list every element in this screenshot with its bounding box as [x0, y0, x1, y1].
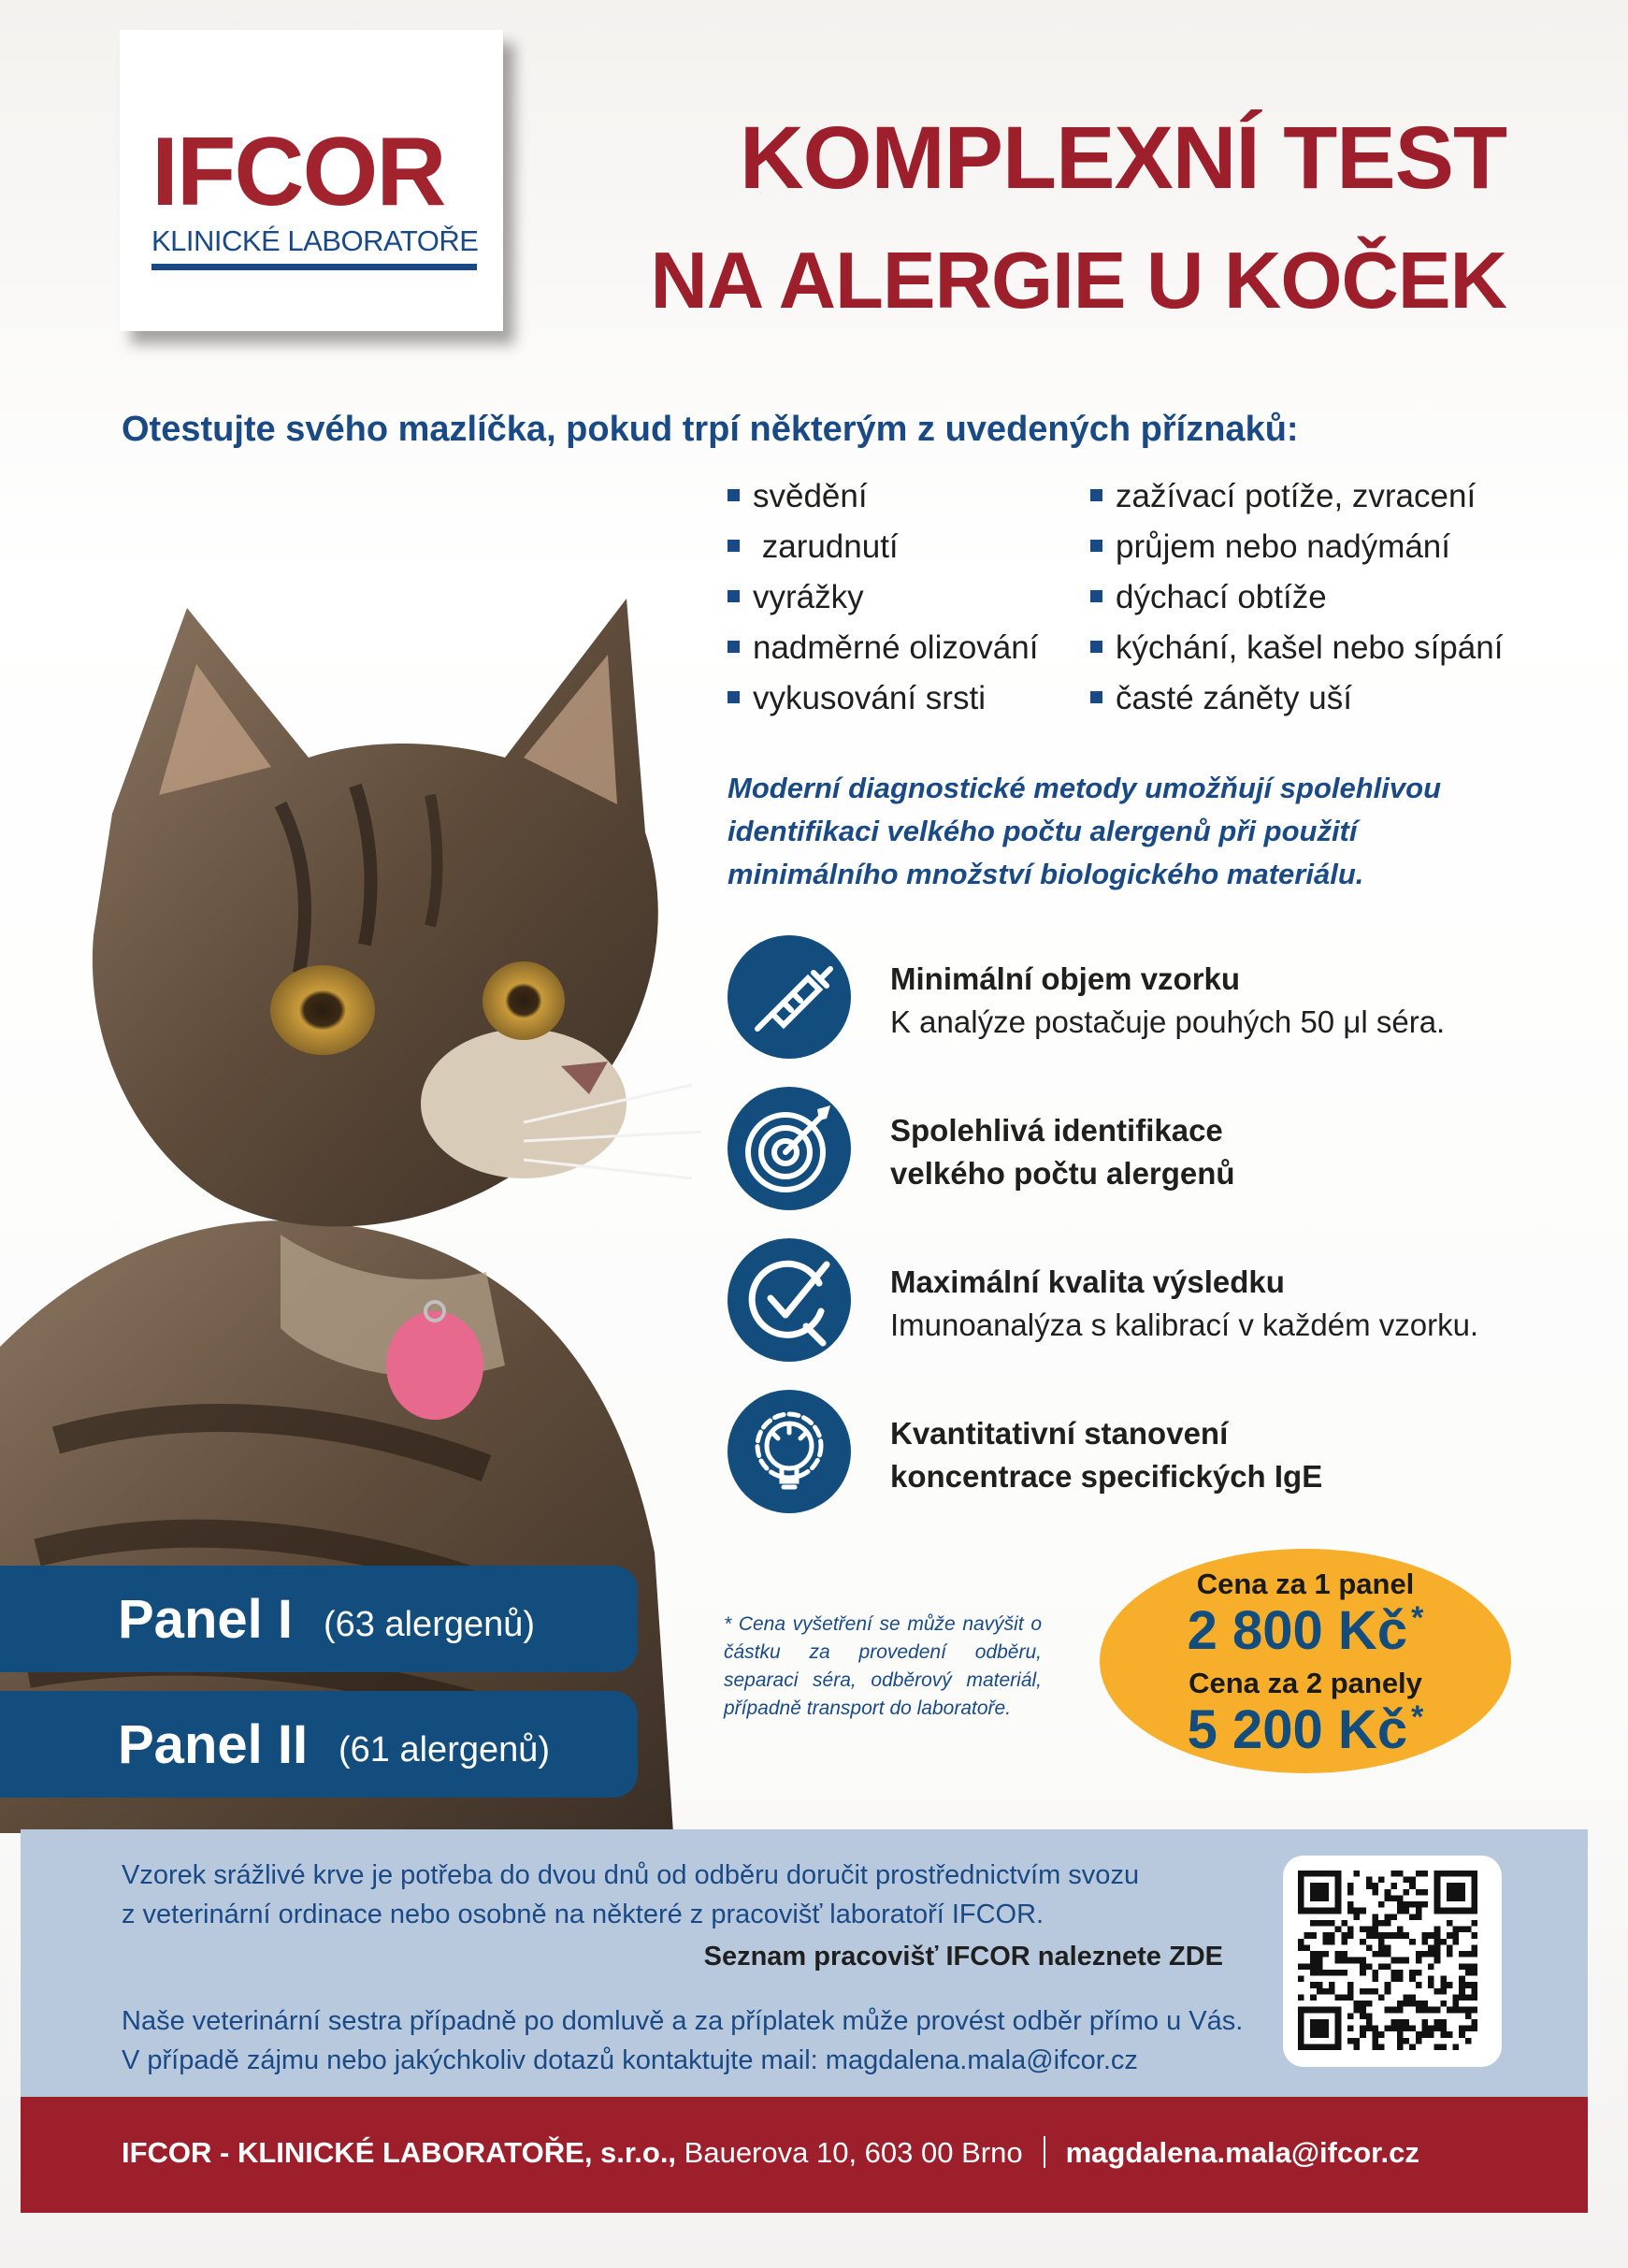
list-item: svědění	[728, 471, 1038, 522]
qr-code-icon[interactable]	[1298, 1871, 1477, 2050]
footer-text	[122, 2136, 1419, 2170]
feature-quality	[726, 1236, 1567, 1386]
panel-name: Panel II	[118, 1714, 309, 1775]
panel-name: Panel I	[118, 1589, 293, 1650]
square-bullet-icon	[728, 641, 740, 653]
footer-email[interactable]: magdalena.mala@ifcor.cz	[1065, 2136, 1419, 2169]
feature-quantitative	[726, 1388, 1567, 1538]
list-item: nadměrné olizování	[728, 623, 1038, 673]
page-title-line-2: NA ALERGIE U KOČEK	[650, 237, 1506, 325]
panel-2-badge	[0, 1691, 638, 1798]
square-bullet-icon	[1090, 590, 1102, 602]
feature-text: K analýze postačuje pouhých 50 μl séra.	[890, 1004, 1446, 1039]
square-bullet-icon	[728, 691, 740, 703]
description: Moderní diagnostické metody umožňují spolehlivou identifikaci velkého počtu alergenů při použití minimálního množství biologického materiálu.	[728, 772, 1442, 890]
info-paragraph-1: Vzorek srážlivé krve je potřeba do dvou dnů od odběru doručit prostřednictvím svozu z veterinární ordinace nebo osobně na některé z pracovišť laboratoří IFCOR.	[122, 1860, 1140, 1929]
list-item: průjem nebo nadýmání	[1090, 522, 1503, 572]
feature-text: Imunoanalýza s kalibrací v každém vzorku.	[890, 1307, 1479, 1342]
square-bullet-icon	[1090, 489, 1102, 501]
list-item: vyrážky	[728, 572, 1038, 623]
qr-modules	[1298, 1871, 1477, 2050]
feature-title: Maximální kvalita výsledku	[890, 1264, 1285, 1299]
target-icon	[726, 1085, 853, 1212]
qr-code-card[interactable]	[1283, 1856, 1502, 2067]
feature-text: velkého počtu alergenů	[890, 1156, 1235, 1191]
logo	[120, 30, 503, 331]
locations-link[interactable]: Seznam pracovišť IFCOR naleznete ZDE	[703, 1942, 1223, 1972]
page-title-line-1: KOMPLEXNÍ TEST	[740, 108, 1506, 208]
price-badge	[1100, 1549, 1511, 1773]
price-label-1: Cena za 1 panel	[1196, 1567, 1415, 1600]
footer-company: IFCOR - KLINICKÉ LABORATOŘE, s.r.o.,	[122, 2136, 677, 2169]
list-item: dýchací obtíže	[1090, 572, 1503, 623]
square-bullet-icon	[728, 590, 740, 602]
square-bullet-icon	[1090, 641, 1102, 653]
quality-check-icon	[726, 1236, 853, 1364]
square-bullet-icon	[1090, 540, 1102, 552]
list-item: zarudnutí	[728, 522, 1038, 572]
footer-divider	[1044, 2136, 1045, 2168]
panel-count: (63 alergenů)	[324, 1605, 536, 1644]
square-bullet-icon	[728, 540, 740, 552]
panel-1-badge	[0, 1566, 638, 1672]
intro-heading: Otestujte svého mazlíčka, pokud trpí některým z uvedených příznaků:	[122, 410, 1299, 449]
feature-title: Spolehlivá identifikace	[890, 1113, 1223, 1148]
feature-text: koncentrace specifických IgE	[890, 1459, 1323, 1494]
info-section	[21, 1829, 1588, 2097]
logo-subtitle: KLINICKÉ LABORATOŘE	[151, 224, 479, 257]
feature-identification	[726, 1085, 1567, 1235]
price-label-2: Cena za 2 panely	[1189, 1667, 1422, 1699]
symptoms-column-2	[1090, 471, 1503, 724]
feature-title: Kvantitativní stanovení	[890, 1416, 1229, 1451]
feature-title: Minimální objem vzorku	[890, 961, 1241, 996]
footer	[21, 2097, 1588, 2213]
list-item: vykusování srsti	[728, 673, 1038, 724]
square-bullet-icon	[728, 489, 740, 501]
gear-bulb-icon	[726, 1388, 853, 1515]
list-item: zažívací potíže, zvracení	[1090, 471, 1503, 522]
feature-sample-volume	[726, 933, 1567, 1083]
list-item: časté záněty uší	[1090, 673, 1503, 724]
logo-underline	[151, 264, 477, 270]
logo-name: IFCOR	[151, 118, 445, 226]
square-bullet-icon	[1090, 691, 1102, 703]
list-item: kýchání, kašel nebo sípání	[1090, 623, 1503, 673]
price-value-1: 2 800 Kč *	[1187, 1600, 1424, 1661]
panel-count: (61 alergenů)	[339, 1730, 551, 1770]
syringe-icon	[726, 933, 853, 1061]
symptoms-column-1	[728, 471, 1038, 724]
footer-address: Bauerova 10, 603 00 Brno	[676, 2136, 1023, 2169]
info-paragraph-2: Naše veterinární sestra případně po domluvě a za příplatek může provést odběr přímo u Vás. V případě zájmu nebo jakýchkoliv dotazů kontaktujte mail: magdalena.mala@ifcor.cz	[122, 2006, 1244, 2075]
price-value-2: 5 200 Kč *	[1187, 1699, 1424, 1760]
price-footnote: * Cena vyšetření se může navýšit o částku za provedení odběru, separaci séra, odběrový materiál, případně transport do laboratoře.	[724, 1613, 1042, 1719]
